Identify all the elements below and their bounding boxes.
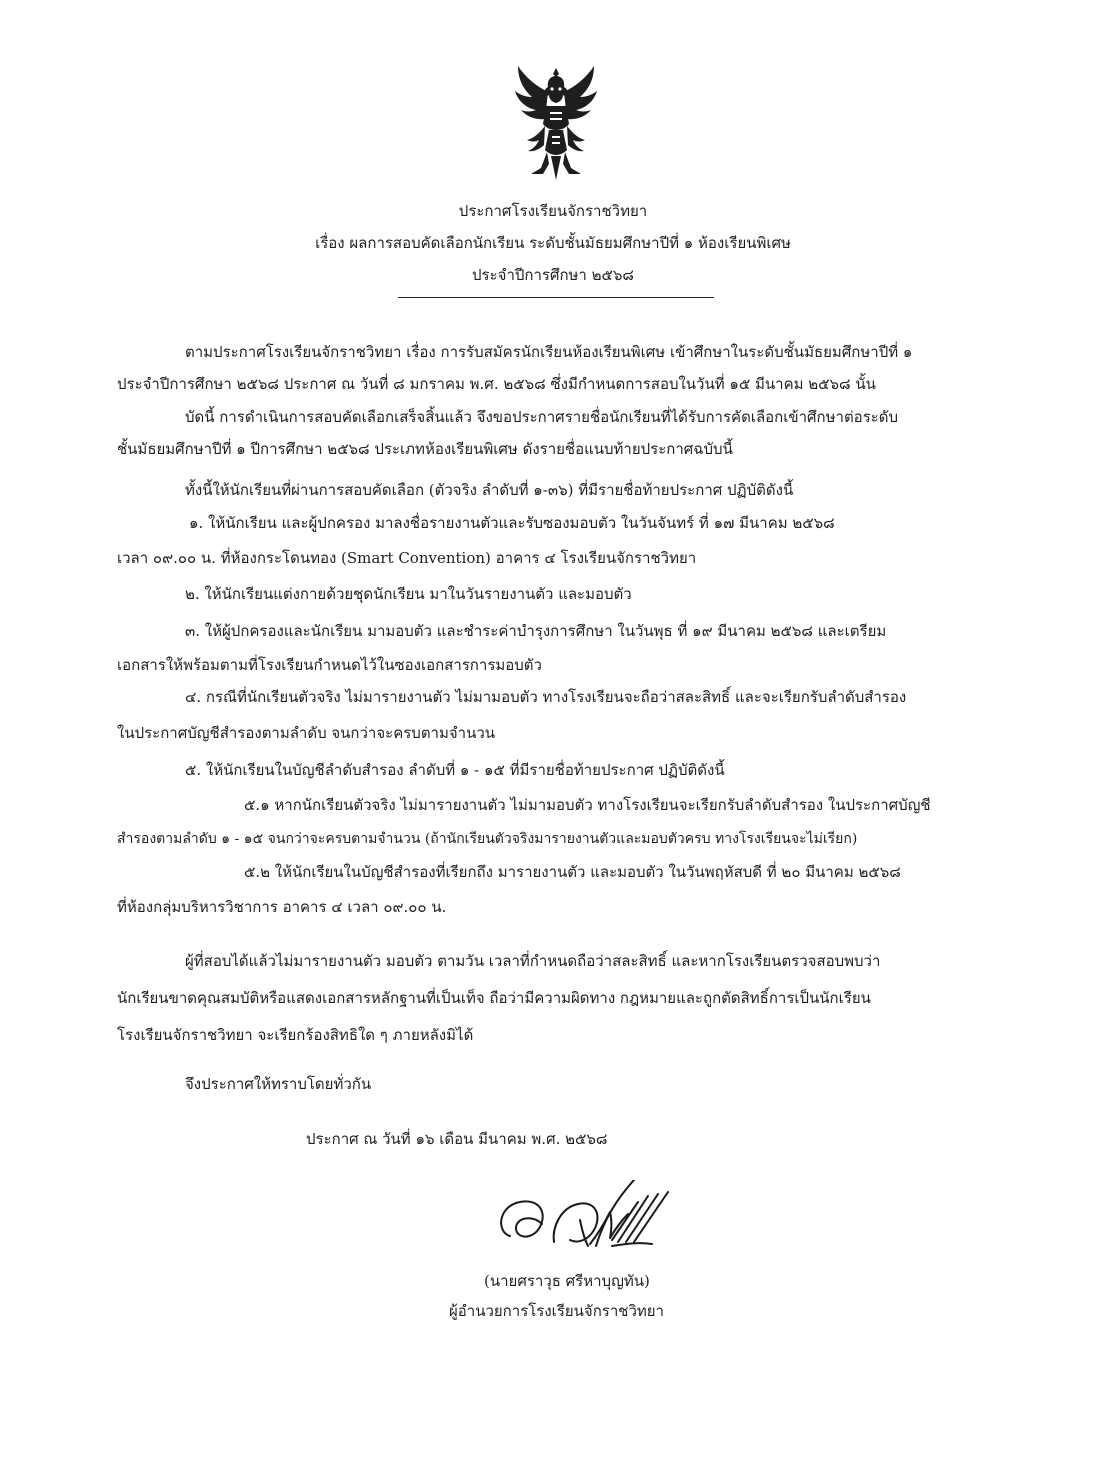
body-line: ๕.๒ ให้นักเรียนในบัญชีสำรองที่เรียกถึง มารายงานตัว และมอบตัว ในวันพฤหัสบดี ที่ ๒๐ มีนาคม ๒๕๖๘ [244, 863, 901, 881]
announcement-subject: เรื่อง ผลการสอบคัดเลือกนักเรียน ระดับชั้นมัธยมศึกษาปีที่ ๑ ห้องเรียนพิเศษ [315, 234, 791, 252]
closing-line: จึงประกาศให้ทราบโดยทั่วกัน [185, 1075, 372, 1093]
body-line: ตามประกาศโรงเรียนจักราชวิทยา เรื่อง การรับสมัครนักเรียนห้องเรียนพิเศษ เข้าศึกษาในระดับชั้นมัธยมศึกษาปีที่ ๑ [185, 343, 913, 361]
signature-icon [494, 1180, 684, 1275]
signatory-position: ผู้อำนวยการโรงเรียนจักราชวิทยา [449, 1302, 664, 1320]
body-line: ประจำปีการศึกษา ๒๕๖๘ ประกาศ ณ วันที่ ๘ มกราคม พ.ศ. ๒๕๖๘ ซึ่งมีกำหนดการสอบในวันที่ ๑๕ มีนาคม ๒๕๖๘ นั้น [117, 375, 876, 393]
body-line: บัดนี้ การดำเนินการสอบคัดเลือกเสร็จสิ้นแล้ว จึงขอประกาศรายชื่อนักเรียนที่ได้รับการคัดเลือกเข้าศึกษาต่อระดับ [185, 408, 899, 426]
body-line: นักเรียนขาดคุณสมบัติหรือแสดงเอกสารหลักฐานที่เป็นเท็จ ถือว่ามีความผิดทาง กฎหมายและถูกตัดสิทธิ์การเป็นนักเรียน [117, 989, 871, 1007]
body-line: เอกสารให้พร้อมตามที่โรงเรียนกำหนดไว้ในซองเอกสารการมอบตัว [117, 656, 542, 674]
body-line: เวลา ๐๙.๐๐ น. ที่ห้องกระโดนทอง (Smart Convention) อาคาร ๔ โรงเรียนจักราชวิทยา [117, 549, 697, 567]
body-line: ชั้นมัธยมศึกษาปีที่ ๑ ปีการศึกษา ๒๕๖๘ ประเภทห้องเรียนพิเศษ ดังรายชื่อแนบท้ายประกาศฉบับนี้ [117, 440, 733, 458]
announcement-academic-year: ประจำปีการศึกษา ๒๕๖๘ [472, 266, 634, 284]
header-divider [398, 297, 714, 298]
signatory-name: (นายศราวุธ ศรีหาบุญทัน) [484, 1272, 650, 1290]
body-line: ๓. ให้ผู้ปกครองและนักเรียน มามอบตัว และชำระค่าบำรุงการศึกษา ในวันพุธ ที่ ๑๙ มีนาคม ๒๕๖๘ และเตรียม [185, 622, 887, 640]
announcement-title: ประกาศโรงเรียนจักราชวิทยา [458, 202, 648, 220]
body-line: ๕. ให้นักเรียนในบัญชีลำดับสำรอง ลำดับที่ ๑ - ๑๕ ที่มีรายชื่อท้ายประกาศ ปฏิบัติดังนี้ [185, 761, 725, 779]
body-line: ๒. ให้นักเรียนแต่งกายด้วยชุดนักเรียน มาในวันรายงานตัว และมอบตัว [185, 585, 632, 603]
garuda-emblem-icon [509, 62, 603, 186]
body-line: ๔. กรณีที่นักเรียนตัวจริง ไม่มารายงานตัว ไม่มามอบตัว ทางโรงเรียนจะถือว่าสละสิทธิ์ และจะเรียกรับลำดับสำรอง [185, 688, 907, 706]
body-line: ในประกาศบัญชีสำรองตามลำดับ จนกว่าจะครบตามจำนวน [117, 724, 496, 742]
body-line: โรงเรียนจักราชวิทยา จะเรียกร้องสิทธิใด ๆ ภายหลังมิได้ [117, 1026, 474, 1044]
body-line: ที่ห้องกลุ่มบริหารวิชาการ อาคาร ๔ เวลา ๐๙.๐๐ น. [117, 898, 447, 916]
body-line: ผู้ที่สอบได้แล้วไม่มารายงานตัว มอบตัว ตามวัน เวลาที่กำหนดถือว่าสละสิทธิ์ และหากโรงเรียนตรวจสอบพบว่า [185, 952, 881, 970]
body-line: ๕.๑ หากนักเรียนตัวจริง ไม่มารายงานตัว ไม่มามอบตัว ทางโรงเรียนจะเรียกรับลำดับสำรอง ในประกาศบัญชี [244, 796, 931, 814]
body-line: สำรองตามลำดับ ๑ - ๑๕ จนกว่าจะครบตามจำนวน (ถ้านักเรียนตัวจริงมารายงานตัวและมอบตัวครบ ทางโรงเรียนจะไม่เรียก) [117, 831, 858, 847]
body-line: ๑. ให้นักเรียน และผู้ปกครอง มาลงชื่อรายงานตัวและรับซองมอบตัว ในวันจันทร์ ที่ ๑๗ มีนาคม ๒๕๖๘ [189, 514, 835, 532]
announcement-date: ประกาศ ณ วันที่ ๑๖ เดือน มีนาคม พ.ศ. ๒๕๖๘ [306, 1130, 608, 1148]
body-line: ทั้งนี้ให้นักเรียนที่ผ่านการสอบคัดเลือก (ตัวจริง ลำดับที่ ๑-๓๖) ที่มีรายชื่อท้ายประกาศ ปฏิบัติดังนี้ [185, 481, 794, 499]
